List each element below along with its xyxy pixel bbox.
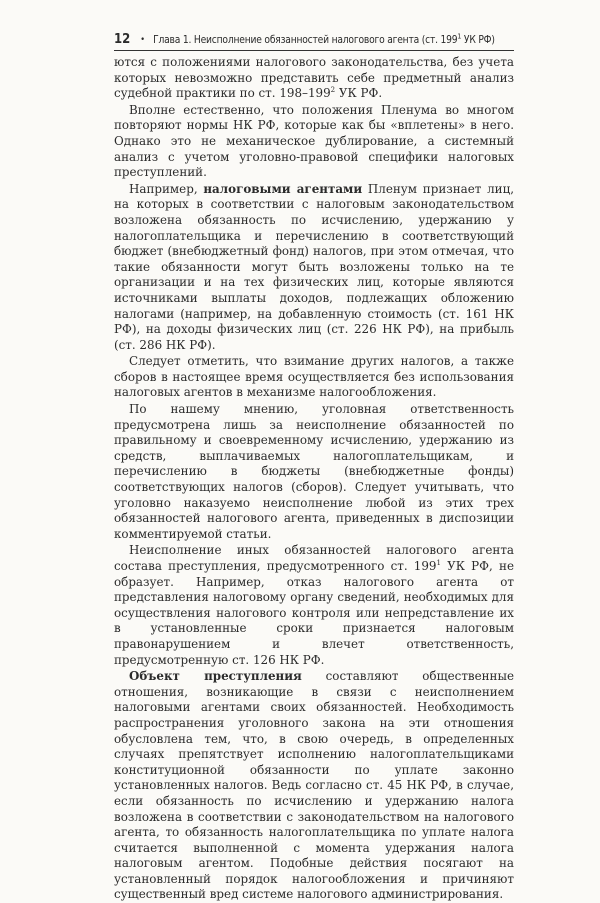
paragraph-plenum-norms: Вполне естественно, что положения Пленума во многом повторяют нормы НК РФ, которые как бы «вплетены» в него. Однако это не механическое дублирование, а системный анализ с учетом уголовно-правовой специфики налоговых преступлений. (114, 102, 514, 180)
page-number: 12 (114, 32, 131, 47)
header-rule (114, 50, 514, 51)
body-text (114, 55, 514, 903)
paragraph-other-duties: Неисполнение иных обязанностей налогового агента состава преступления, предусмотренного ст. $199^1$ УК РФ, не образует. Например, отказ налогового агента от представления налоговому органу сведений, необходимых для осуществления налогового контроля или непредставление их в установленные сроки признается налоговым правонарушением и влечет ответственность, предусмотренную ст. 126 НК РФ. (114, 543, 514, 667)
running-title: Глава 1. Неисполнение обязанностей налогового агента (ст. $199^1$ УК РФ) (153, 32, 495, 46)
paragraph-liability: По нашему мнению, уголовная ответственность предусмотрена лишь за неисполнение обязанностей по правильному и своевременному исчислению, удержанию из средств, выплачиваемых налогоплательщикам, и перечислению в бюджеты (внебюджетные фонды) соответствующих налогов (сборов). Следует учитывать, что уголовно наказуемо неисполнение любой из этих трех обязанностей налогового агента, приведенных в диспозиции комментируемой статьи. (114, 402, 514, 541)
term-tax-agents: налоговыми агентами (203, 181, 363, 196)
term-crime-object: Объект преступления (129, 669, 302, 684)
paragraph-continuation: ются с положениями налогового законодательства, без учета которых невозможно представить себе предметный анализ судебной практики по ст. $198-199^2$ УК РФ. (114, 55, 514, 101)
running-header (114, 32, 514, 47)
paragraph-tax-agents: Например, налоговыми агентами Пленум признает лиц, на которых в соответствии с налоговым законодательством возложена обязанность по исчислению, удержанию у налогоплательщика и перечислению в соответствующий бюджет (внебюджетный фонд) налогов, при этом отмечая, что такие обязанности могут быть возложены только на те организации и на тех физических лиц, которые являются источниками выплаты доходов, подлежащих обложению налогами (например, на добавленную стоимость (ст. 161 НК РФ), на доходы физических лиц (ст. 226 НК РФ), на прибыль (ст. 286 НК РФ). (114, 181, 514, 352)
header-bullet: • (140, 35, 146, 45)
paragraph-other-taxes: Следует отметить, что взимание других налогов, а также сборов в настоящее время осуществляется без использования налоговых агентов в механизме налогообложения. (114, 354, 514, 400)
paragraph-crime-object: Объект преступления составляют общественные отношения, возникающие в связи с неисполнением налоговыми агентами своих обязанностей. Необходимость распространения уголовного закона на эти отношения обусловлена тем, что, в свою очередь, в определенных случаях препятствует исполнению налогоплательщиками конституционной обязанности по уплате законно установленных налогов. Ведь согласно ст. 45 НК РФ, в случае, если обязанность по исчислению и удержанию налога возложена в соответствии с законодательством на налогового агента, то обязанность налогоплательщика по уплате налога считается выполненной с момента удержания налога налоговым агентом. Подобные действия посягают на установленный порядок налогообложения и причиняют существенный вред системе налогового администрирования. (114, 669, 514, 902)
